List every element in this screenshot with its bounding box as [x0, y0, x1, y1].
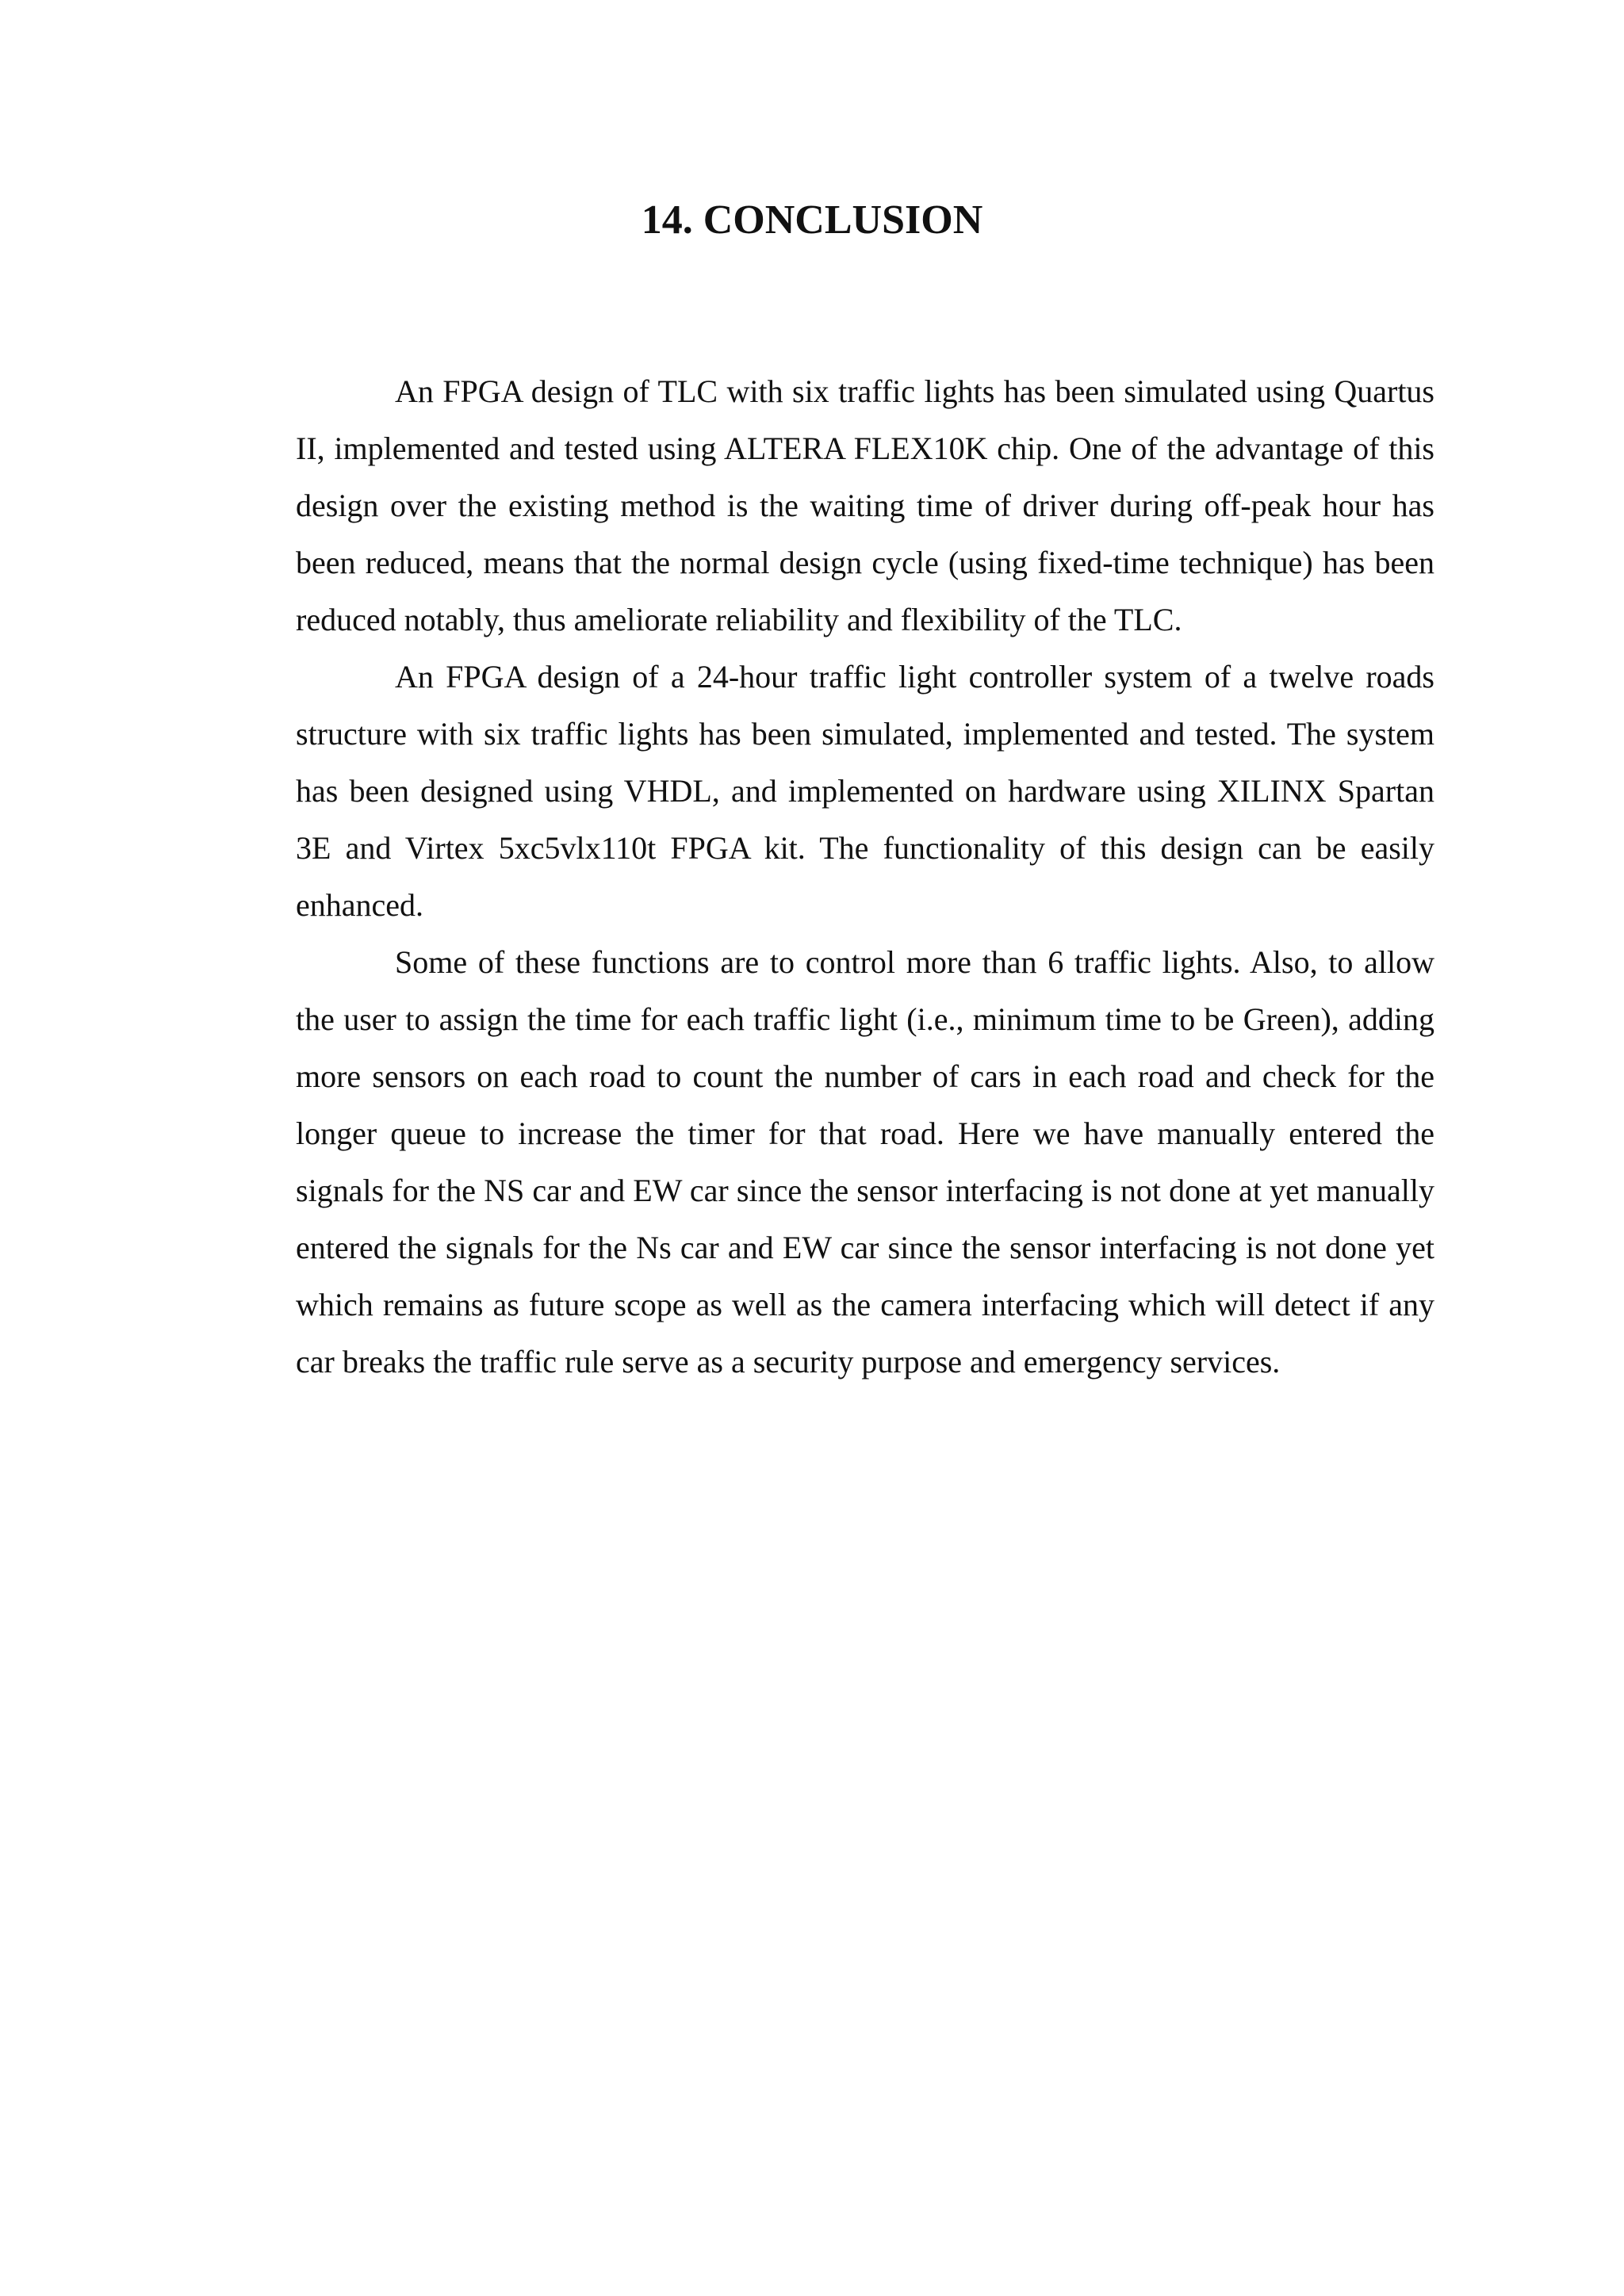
document-body: [296, 363, 1434, 1391]
paragraph-2: An FPGA design of a 24-hour traffic light controller system of a twelve roads structure with six traffic lights has been simulated, implemented and tested. The system has been designed using VHDL, and implemented on hardware using XILINX Spartan 3E and Virtex 5xc5vlx110t FPGA kit. The functionality of this design can be easily enhanced.: [296, 659, 1434, 923]
paragraph-1: An FPGA design of TLC with six traffic lights has been simulated using Quartus II, implemented and tested using ALTERA FLEX10K chip. One of the advantage of this design over the existing method is the waiting time of driver during off-peak hour has been reduced, means that the normal design cycle (using fixed-time technique) has been reduced notably, thus ameliorate reliability and flexibility of the TLC.: [296, 373, 1434, 637]
page-title: 14. CONCLUSION: [641, 197, 983, 243]
paragraph-3: Some of these functions are to control more than 6 traffic lights. Also, to allow the user to assign the time for each traffic light (i.e., minimum time to be Green), adding more sensors on each road to count the number of cars in each road and check for the longer queue to increase the timer for that road. Here we have manually entered the signals for the NS car and EW car since the sensor interfacing is not done at yet manually entered the signals for the Ns car and EW car since the sensor interfacing is not done yet which remains as future scope as well as the camera interfacing which will detect if any car breaks the traffic rule serve as a security purpose and emergency services.: [296, 944, 1434, 1380]
